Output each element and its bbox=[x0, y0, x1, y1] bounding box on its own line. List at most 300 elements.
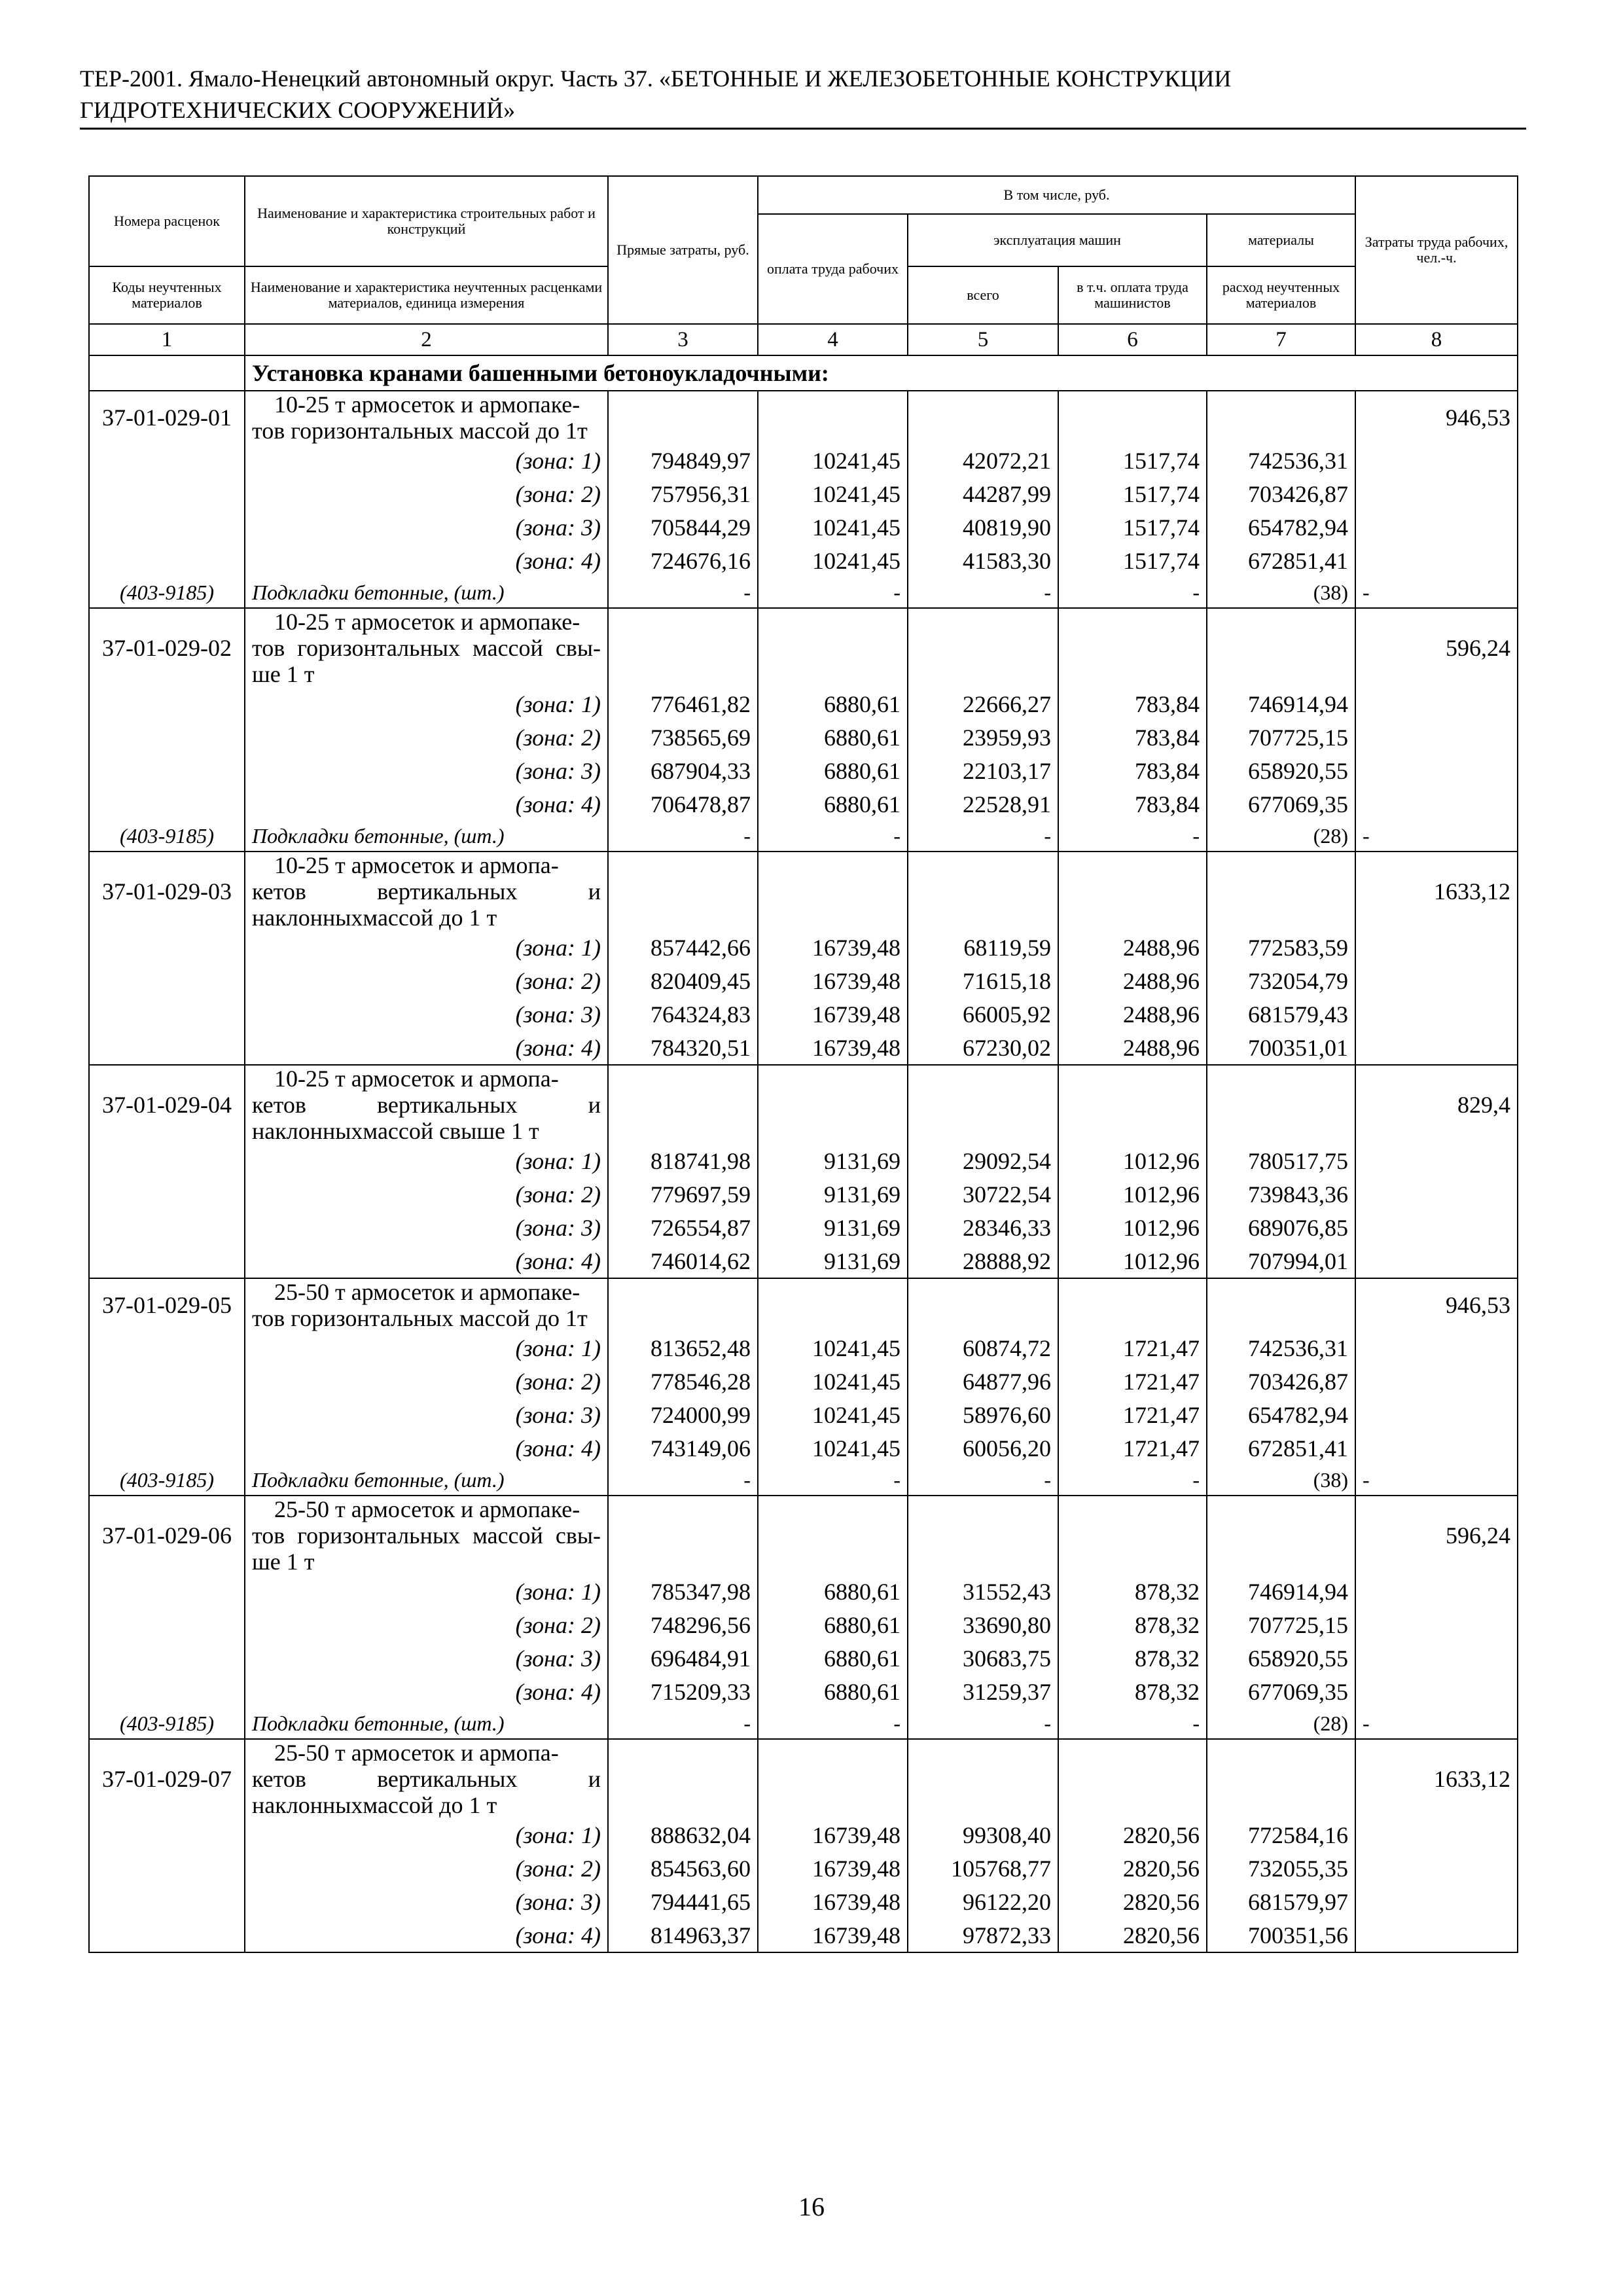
zone-value: 772584,16 bbox=[1207, 1818, 1355, 1852]
zone-value: 1012,96 bbox=[1058, 1144, 1207, 1177]
zone-label: (зона: 2) bbox=[245, 1608, 608, 1641]
zone-value: 854563,60 bbox=[608, 1852, 758, 1885]
rate-description-line: 25-50 т армосеток и армопаке- bbox=[274, 1279, 580, 1305]
zone-value: 696484,91 bbox=[608, 1641, 758, 1675]
material-value: - bbox=[1355, 821, 1518, 852]
material-code: (403-9185) bbox=[89, 1465, 245, 1496]
material-value: - bbox=[1355, 577, 1518, 608]
zone-value: 700351,01 bbox=[1207, 1031, 1355, 1065]
zone-label: (зона: 1) bbox=[245, 444, 608, 477]
zone-row bbox=[89, 444, 1518, 477]
zone-label: (зона: 4) bbox=[245, 1431, 608, 1465]
material-code: (403-9185) bbox=[89, 821, 245, 852]
zone-value: 1721,47 bbox=[1058, 1331, 1207, 1365]
zone-row bbox=[89, 511, 1518, 544]
zone-value: 6880,61 bbox=[758, 1608, 908, 1641]
material-value: - bbox=[908, 577, 1058, 608]
material-value: - bbox=[608, 821, 758, 852]
zone-value: 878,32 bbox=[1058, 1608, 1207, 1641]
zone-row bbox=[89, 1575, 1518, 1608]
material-value: (38) bbox=[1207, 1465, 1355, 1496]
zone-value: 6880,61 bbox=[758, 1575, 908, 1608]
zone-value: 22666,27 bbox=[908, 687, 1058, 721]
rate-description-line: 10-25 т армосеток и армопаке- bbox=[274, 609, 580, 635]
zone-value: 888632,04 bbox=[608, 1818, 758, 1852]
header-line-1: ТЕР-2001. Ямало-Ненецкий автономный округ. Часть 37. «БЕТОННЫЕ И ЖЕЛЕЗОБЕТОННЫЕ КОНСТРУКЦИИ bbox=[80, 65, 1232, 92]
zone-value: 6880,61 bbox=[758, 754, 908, 787]
header-labor-costs: Затраты труда рабочих, чел.-ч. bbox=[1355, 176, 1518, 324]
zone-value: 703426,87 bbox=[1207, 477, 1355, 511]
material-value: - bbox=[608, 1708, 758, 1739]
rate-code: 37-01-029-03 bbox=[89, 852, 245, 931]
zone-label: (зона: 2) bbox=[245, 964, 608, 997]
zone-value: 1517,74 bbox=[1058, 477, 1207, 511]
material-value: (38) bbox=[1207, 577, 1355, 608]
zone-value: 64877,96 bbox=[908, 1365, 1058, 1398]
zone-label: (зона: 1) bbox=[245, 1575, 608, 1608]
zone-value: 16739,48 bbox=[758, 997, 908, 1031]
rate-description-line: кетов вертикальных и наклонных bbox=[252, 1766, 601, 1818]
zone-value: 28346,33 bbox=[908, 1211, 1058, 1244]
zone-value: 33690,80 bbox=[908, 1608, 1058, 1641]
zone-row bbox=[89, 1365, 1518, 1398]
rate-description-line: ше 1 т bbox=[252, 1549, 315, 1575]
rate-code: 37-01-029-06 bbox=[89, 1496, 245, 1575]
zone-value: 16739,48 bbox=[758, 1852, 908, 1885]
material-row bbox=[89, 1465, 1518, 1496]
material-name: Подкладки бетонные, (шт.) bbox=[245, 1708, 608, 1739]
zone-value: 757956,31 bbox=[608, 477, 758, 511]
zone-value: 658920,55 bbox=[1207, 754, 1355, 787]
zone-value: 68119,59 bbox=[908, 931, 1058, 964]
zone-value: 31259,37 bbox=[908, 1675, 1058, 1708]
zone-value: 1012,96 bbox=[1058, 1244, 1207, 1278]
zone-value: 818741,98 bbox=[608, 1144, 758, 1177]
zone-value: 732054,79 bbox=[1207, 964, 1355, 997]
zone-value: 746914,94 bbox=[1207, 1575, 1355, 1608]
zone-value: 658920,55 bbox=[1207, 1641, 1355, 1675]
zone-label: (зона: 4) bbox=[245, 544, 608, 577]
zone-value: 715209,33 bbox=[608, 1675, 758, 1708]
header-direct-costs: Прямые затраты, руб. bbox=[608, 176, 758, 324]
zone-value: 22103,17 bbox=[908, 754, 1058, 787]
zone-value: 1012,96 bbox=[1058, 1211, 1207, 1244]
rate-description-line: 25-50 т армосеток и армопа- bbox=[274, 1740, 559, 1766]
zone-value: 9131,69 bbox=[758, 1211, 908, 1244]
zone-value: 820409,45 bbox=[608, 964, 758, 997]
header-col1-top: Номера расценок bbox=[89, 176, 245, 266]
zone-value: 779697,59 bbox=[608, 1177, 758, 1211]
zone-value: 726554,87 bbox=[608, 1211, 758, 1244]
rate-description-line: т bbox=[577, 418, 588, 444]
zone-value: 16739,48 bbox=[758, 1885, 908, 1918]
rate-code: 37-01-029-02 bbox=[89, 608, 245, 687]
rate-description-line: ше 1 т bbox=[252, 661, 315, 687]
zone-value: 40819,90 bbox=[908, 511, 1058, 544]
zone-row bbox=[89, 1177, 1518, 1211]
zone-row bbox=[89, 1211, 1518, 1244]
zone-label: (зона: 4) bbox=[245, 1918, 608, 1952]
material-value: - bbox=[908, 1708, 1058, 1739]
header-machines: эксплуатация машин bbox=[908, 214, 1207, 266]
rate-description bbox=[245, 852, 608, 931]
material-value: - bbox=[1355, 1708, 1518, 1739]
zone-label: (зона: 1) bbox=[245, 1331, 608, 1365]
labor-hours: 1633,12 bbox=[1355, 852, 1518, 931]
header-materials: материалы bbox=[1207, 214, 1355, 266]
labor-hours: 596,24 bbox=[1355, 608, 1518, 687]
header-including: В том числе, руб. bbox=[758, 176, 1355, 214]
header-col1-bottom: Коды неучтенных материалов bbox=[89, 266, 245, 324]
rate-code: 37-01-029-05 bbox=[89, 1278, 245, 1331]
zone-value: 2488,96 bbox=[1058, 964, 1207, 997]
zone-row bbox=[89, 1918, 1518, 1952]
zone-value: 6880,61 bbox=[758, 787, 908, 821]
rate-description-line: тов горизонтальных массой свы- bbox=[252, 1522, 601, 1549]
zone-value: 23959,93 bbox=[908, 721, 1058, 754]
zone-value: 724676,16 bbox=[608, 544, 758, 577]
rate-description-line: 25-50 т армосеток и армопаке- bbox=[274, 1496, 580, 1522]
zone-row bbox=[89, 1244, 1518, 1278]
rate-description bbox=[245, 608, 608, 687]
zone-value: 707725,15 bbox=[1207, 721, 1355, 754]
zone-label: (зона: 4) bbox=[245, 1244, 608, 1278]
zone-value: 10241,45 bbox=[758, 477, 908, 511]
zone-row bbox=[89, 477, 1518, 511]
zone-row bbox=[89, 1331, 1518, 1365]
zone-value: 30683,75 bbox=[908, 1641, 1058, 1675]
zone-value: 10241,45 bbox=[758, 511, 908, 544]
rate-row bbox=[89, 608, 1518, 687]
zone-row bbox=[89, 721, 1518, 754]
zone-value: 97872,33 bbox=[908, 1918, 1058, 1952]
zone-value: 772583,59 bbox=[1207, 931, 1355, 964]
zone-value: 60874,72 bbox=[908, 1331, 1058, 1365]
zone-value: 1517,74 bbox=[1058, 544, 1207, 577]
zone-value: 681579,43 bbox=[1207, 997, 1355, 1031]
zone-value: 105768,77 bbox=[908, 1852, 1058, 1885]
material-value: - bbox=[1058, 577, 1207, 608]
zone-label: (зона: 3) bbox=[245, 1641, 608, 1675]
zone-value: 764324,83 bbox=[608, 997, 758, 1031]
zone-value: 742536,31 bbox=[1207, 444, 1355, 477]
rate-description-line: массой свыше 1 т bbox=[363, 1118, 539, 1144]
zone-label: (зона: 4) bbox=[245, 1031, 608, 1065]
zone-value: 748296,56 bbox=[608, 1608, 758, 1641]
zone-value: 2820,56 bbox=[1058, 1885, 1207, 1918]
zone-value: 67230,02 bbox=[908, 1031, 1058, 1065]
zone-label: (зона: 3) bbox=[245, 1885, 608, 1918]
column-number: 5 bbox=[908, 324, 1058, 355]
material-value: - bbox=[758, 577, 908, 608]
column-number: 4 bbox=[758, 324, 908, 355]
zone-row bbox=[89, 687, 1518, 721]
rate-description bbox=[245, 1278, 608, 1331]
labor-hours: 1633,12 bbox=[1355, 1739, 1518, 1818]
rate-description-line: тов горизонтальных массой до 1 bbox=[252, 418, 578, 444]
section-row bbox=[89, 355, 1518, 391]
rate-row bbox=[89, 1496, 1518, 1575]
rate-row bbox=[89, 1065, 1518, 1144]
rate-description bbox=[245, 1065, 608, 1144]
zone-value: 654782,94 bbox=[1207, 1398, 1355, 1431]
zone-value: 71615,18 bbox=[908, 964, 1058, 997]
zone-row bbox=[89, 1031, 1518, 1065]
material-row bbox=[89, 1708, 1518, 1739]
zone-value: 742536,31 bbox=[1207, 1331, 1355, 1365]
zone-value: 30722,54 bbox=[908, 1177, 1058, 1211]
rate-description-line: массой до 1 т bbox=[363, 1792, 497, 1818]
labor-hours: 946,53 bbox=[1355, 1278, 1518, 1331]
zone-label: (зона: 3) bbox=[245, 1211, 608, 1244]
column-number: 3 bbox=[608, 324, 758, 355]
zone-value: 677069,35 bbox=[1207, 787, 1355, 821]
zone-label: (зона: 3) bbox=[245, 997, 608, 1031]
zone-value: 60056,20 bbox=[908, 1431, 1058, 1465]
column-number: 8 bbox=[1355, 324, 1518, 355]
zone-value: 724000,99 bbox=[608, 1398, 758, 1431]
zone-value: 1517,74 bbox=[1058, 511, 1207, 544]
zone-value: 6880,61 bbox=[758, 721, 908, 754]
zone-row bbox=[89, 1885, 1518, 1918]
header-line-2: ГИДРОТЕХНИЧЕСКИХ СООРУЖЕНИЙ» bbox=[80, 97, 516, 123]
zone-label: (зона: 3) bbox=[245, 1398, 608, 1431]
zone-value: 707994,01 bbox=[1207, 1244, 1355, 1278]
zone-value: 31552,43 bbox=[908, 1575, 1058, 1608]
rate-description-line: 10-25 т армосеток и армопа- bbox=[274, 1066, 559, 1092]
zone-value: 738565,69 bbox=[608, 721, 758, 754]
rate-description-line: кетов вертикальных и наклонных bbox=[252, 1092, 601, 1144]
rate-row bbox=[89, 852, 1518, 931]
rate-description bbox=[245, 391, 608, 444]
rate-description-line: т bbox=[577, 1305, 588, 1331]
zone-value: 689076,85 bbox=[1207, 1211, 1355, 1244]
zone-row bbox=[89, 1675, 1518, 1708]
zone-row bbox=[89, 1144, 1518, 1177]
column-number: 6 bbox=[1058, 324, 1207, 355]
header-worker-pay: оплата труда рабочих bbox=[758, 214, 908, 324]
zone-row bbox=[89, 931, 1518, 964]
rate-row bbox=[89, 1278, 1518, 1331]
labor-hours: 596,24 bbox=[1355, 1496, 1518, 1575]
material-value: - bbox=[1058, 1708, 1207, 1739]
material-value: - bbox=[758, 821, 908, 852]
labor-hours: 829,4 bbox=[1355, 1065, 1518, 1144]
zone-value: 703426,87 bbox=[1207, 1365, 1355, 1398]
zone-value: 739843,36 bbox=[1207, 1177, 1355, 1211]
zone-value: 2820,56 bbox=[1058, 1918, 1207, 1952]
zone-label: (зона: 4) bbox=[245, 787, 608, 821]
zone-value: 1721,47 bbox=[1058, 1398, 1207, 1431]
zone-value: 10241,45 bbox=[758, 1398, 908, 1431]
zone-label: (зона: 2) bbox=[245, 721, 608, 754]
zone-value: 706478,87 bbox=[608, 787, 758, 821]
material-value: - bbox=[908, 821, 1058, 852]
rate-description-line: 10-25 т армосеток и армопа- bbox=[274, 852, 559, 878]
zone-value: 783,84 bbox=[1058, 687, 1207, 721]
zone-value: 672851,41 bbox=[1207, 1431, 1355, 1465]
zone-label: (зона: 3) bbox=[245, 754, 608, 787]
zone-value: 10241,45 bbox=[758, 1431, 908, 1465]
rate-row bbox=[89, 391, 1518, 444]
zone-value: 16739,48 bbox=[758, 1031, 908, 1065]
material-name: Подкладки бетонные, (шт.) bbox=[245, 821, 608, 852]
material-name: Подкладки бетонные, (шт.) bbox=[245, 1465, 608, 1496]
zone-value: 878,32 bbox=[1058, 1675, 1207, 1708]
zone-value: 42072,21 bbox=[908, 444, 1058, 477]
zone-value: 1721,47 bbox=[1058, 1431, 1207, 1465]
zone-value: 783,84 bbox=[1058, 754, 1207, 787]
zone-value: 41583,30 bbox=[908, 544, 1058, 577]
zone-value: 96122,20 bbox=[908, 1885, 1058, 1918]
zone-row bbox=[89, 1818, 1518, 1852]
zone-value: 732055,35 bbox=[1207, 1852, 1355, 1885]
rate-code: 37-01-029-01 bbox=[89, 391, 245, 444]
header-rule bbox=[80, 128, 1526, 130]
zone-label: (зона: 3) bbox=[245, 511, 608, 544]
zone-label: (зона: 1) bbox=[245, 1144, 608, 1177]
zone-value: 654782,94 bbox=[1207, 511, 1355, 544]
zone-label: (зона: 2) bbox=[245, 1852, 608, 1885]
header-machines-total: всего bbox=[908, 266, 1058, 324]
zone-value: 16739,48 bbox=[758, 1918, 908, 1952]
rate-description-line: тов горизонтальных массой свы- bbox=[252, 635, 601, 661]
zone-label: (зона: 1) bbox=[245, 1818, 608, 1852]
rate-code: 37-01-029-07 bbox=[89, 1739, 245, 1818]
zone-row bbox=[89, 787, 1518, 821]
header-col2-bottom: Наименование и характеристика неучтенных расценками материалов, единица измерения bbox=[245, 266, 608, 324]
zone-value: 814963,37 bbox=[608, 1918, 758, 1952]
zone-value: 878,32 bbox=[1058, 1575, 1207, 1608]
zone-label: (зона: 4) bbox=[245, 1675, 608, 1708]
zone-value: 677069,35 bbox=[1207, 1675, 1355, 1708]
zone-value: 780517,75 bbox=[1207, 1144, 1355, 1177]
zone-row bbox=[89, 1398, 1518, 1431]
rate-row bbox=[89, 1739, 1518, 1818]
material-value: - bbox=[1058, 1465, 1207, 1496]
material-row bbox=[89, 821, 1518, 852]
header-unaccounted-materials: расход неучтенных материалов bbox=[1207, 266, 1355, 324]
zone-label: (зона: 1) bbox=[245, 931, 608, 964]
rate-description bbox=[245, 1496, 608, 1575]
material-row bbox=[89, 577, 1518, 608]
zone-value: 2488,96 bbox=[1058, 997, 1207, 1031]
zone-value: 99308,40 bbox=[908, 1818, 1058, 1852]
column-number: 7 bbox=[1207, 324, 1355, 355]
zone-value: 6880,61 bbox=[758, 687, 908, 721]
zone-row bbox=[89, 1852, 1518, 1885]
document-header bbox=[80, 63, 1526, 126]
zone-value: 746014,62 bbox=[608, 1244, 758, 1278]
zone-row bbox=[89, 754, 1518, 787]
zone-value: 9131,69 bbox=[758, 1177, 908, 1211]
zone-value: 9131,69 bbox=[758, 1244, 908, 1278]
zone-value: 10241,45 bbox=[758, 1331, 908, 1365]
zone-value: 783,84 bbox=[1058, 721, 1207, 754]
zone-value: 813652,48 bbox=[608, 1331, 758, 1365]
zone-value: 10241,45 bbox=[758, 444, 908, 477]
column-number: 1 bbox=[89, 324, 245, 355]
zone-row bbox=[89, 1431, 1518, 1465]
material-value: - bbox=[758, 1708, 908, 1739]
zone-label: (зона: 2) bbox=[245, 1365, 608, 1398]
material-code: (403-9185) bbox=[89, 577, 245, 608]
zone-value: 700351,56 bbox=[1207, 1918, 1355, 1952]
zone-row bbox=[89, 997, 1518, 1031]
zone-row bbox=[89, 964, 1518, 997]
rate-description-line: 10-25 т армосеток и армопаке- bbox=[274, 391, 580, 418]
zone-value: 6880,61 bbox=[758, 1641, 908, 1675]
zone-value: 785347,98 bbox=[608, 1575, 758, 1608]
zone-value: 1517,74 bbox=[1058, 444, 1207, 477]
zone-value: 1012,96 bbox=[1058, 1177, 1207, 1211]
zone-value: 2488,96 bbox=[1058, 1031, 1207, 1065]
material-value: - bbox=[758, 1465, 908, 1496]
zone-value: 857442,66 bbox=[608, 931, 758, 964]
header-operator-pay: в т.ч. оплата труда машинистов bbox=[1058, 266, 1207, 324]
zone-value: 705844,29 bbox=[608, 511, 758, 544]
zone-value: 9131,69 bbox=[758, 1144, 908, 1177]
zone-value: 794441,65 bbox=[608, 1885, 758, 1918]
zone-value: 2488,96 bbox=[1058, 931, 1207, 964]
material-value: - bbox=[1355, 1465, 1518, 1496]
zone-value: 22528,91 bbox=[908, 787, 1058, 821]
zone-value: 783,84 bbox=[1058, 787, 1207, 821]
rate-description-line: массой до 1 т bbox=[363, 905, 497, 931]
labor-hours: 946,53 bbox=[1355, 391, 1518, 444]
zone-row bbox=[89, 544, 1518, 577]
zone-value: 16739,48 bbox=[758, 931, 908, 964]
material-code: (403-9185) bbox=[89, 1708, 245, 1739]
zone-value: 687904,33 bbox=[608, 754, 758, 787]
column-number: 2 bbox=[245, 324, 608, 355]
zone-value: 10241,45 bbox=[758, 544, 908, 577]
zone-value: 44287,99 bbox=[908, 477, 1058, 511]
zone-value: 672851,41 bbox=[1207, 544, 1355, 577]
page-number: 16 bbox=[798, 2192, 825, 2221]
material-value: - bbox=[1058, 821, 1207, 852]
zone-value: 707725,15 bbox=[1207, 1608, 1355, 1641]
zone-value: 784320,51 bbox=[608, 1031, 758, 1065]
zone-value: 28888,92 bbox=[908, 1244, 1058, 1278]
zone-value: 746914,94 bbox=[1207, 687, 1355, 721]
zone-value: 743149,06 bbox=[608, 1431, 758, 1465]
header-col2-top: Наименование и характеристика строительных работ и конструкций bbox=[245, 176, 608, 266]
zone-label: (зона: 2) bbox=[245, 1177, 608, 1211]
material-name: Подкладки бетонные, (шт.) bbox=[245, 577, 608, 608]
price-table bbox=[88, 175, 1518, 1953]
material-value: - bbox=[908, 1465, 1058, 1496]
rate-description bbox=[245, 1739, 608, 1818]
zone-value: 66005,92 bbox=[908, 997, 1058, 1031]
zone-value: 681579,97 bbox=[1207, 1885, 1355, 1918]
zone-value: 878,32 bbox=[1058, 1641, 1207, 1675]
material-value: - bbox=[608, 1465, 758, 1496]
rate-description-line: кетов вертикальных и наклонных bbox=[252, 878, 601, 931]
zone-value: 1721,47 bbox=[1058, 1365, 1207, 1398]
material-value: (28) bbox=[1207, 1708, 1355, 1739]
zone-value: 794849,97 bbox=[608, 444, 758, 477]
rate-code: 37-01-029-04 bbox=[89, 1065, 245, 1144]
zone-label: (зона: 1) bbox=[245, 687, 608, 721]
zone-value: 10241,45 bbox=[758, 1365, 908, 1398]
section-title: Установка кранами башенными бетоноукладочными: bbox=[245, 355, 1518, 391]
zone-value: 16739,48 bbox=[758, 1818, 908, 1852]
zone-value: 16739,48 bbox=[758, 964, 908, 997]
table-header-row bbox=[89, 176, 1518, 214]
zone-value: 58976,60 bbox=[908, 1398, 1058, 1431]
zone-value: 778546,28 bbox=[608, 1365, 758, 1398]
